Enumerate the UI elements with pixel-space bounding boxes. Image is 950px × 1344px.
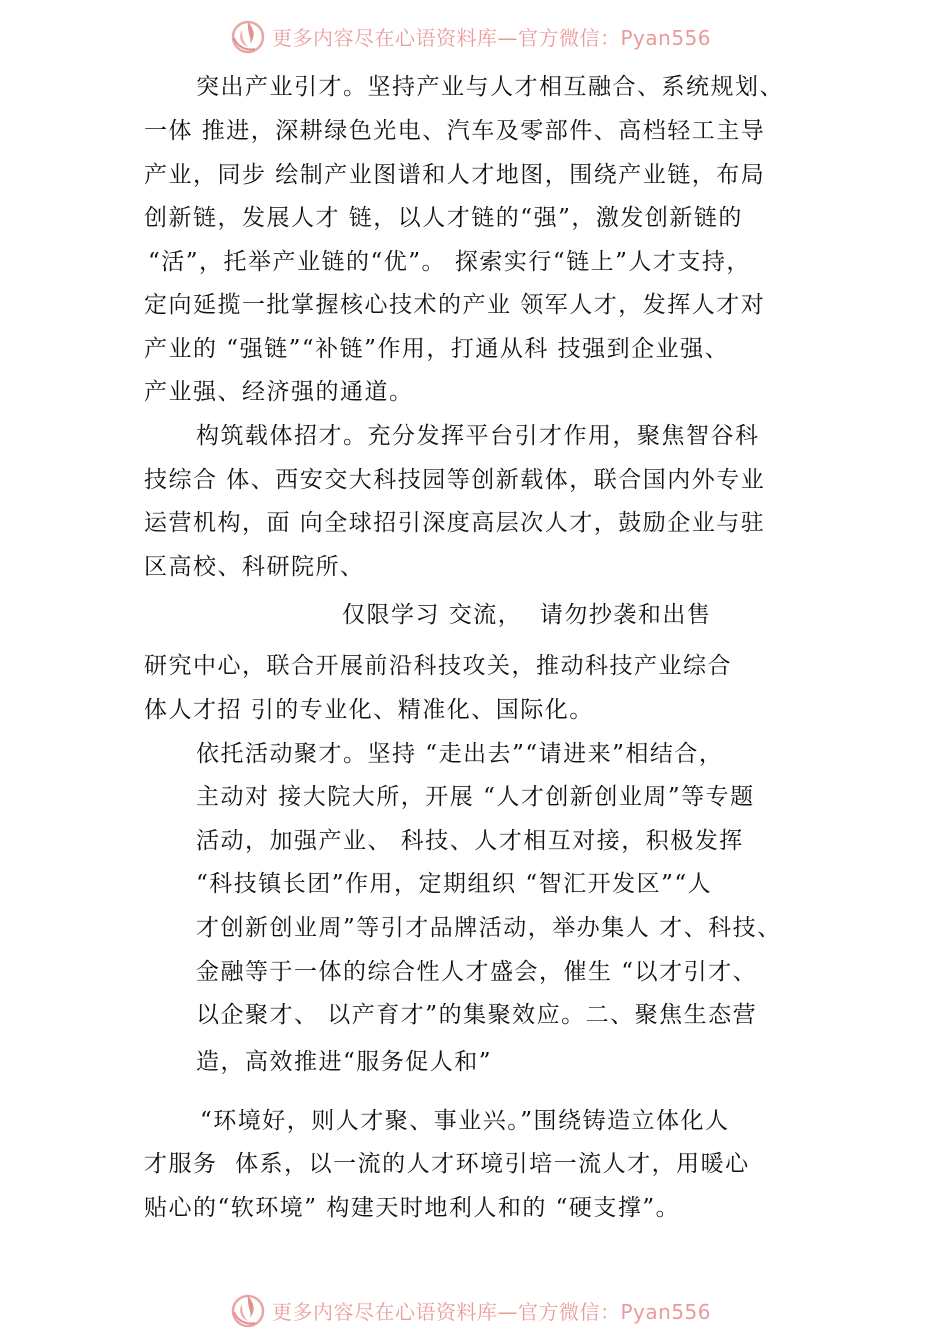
bottom-banner bbox=[228, 1290, 711, 1330]
paragraph-line: 技综合 体、西安交大科技园等创新载体，联合国内外专业 bbox=[144, 467, 766, 493]
paragraph-line: “科技镇长团”作用，定期组织 “智汇开发区”“人 bbox=[196, 871, 713, 897]
paragraph-line: 体人才招 引的专业化、精准化、国际化。 bbox=[144, 697, 594, 723]
paragraph-line: 以企聚才、 以产育才”的集聚效应。二、聚焦生态营 bbox=[196, 1002, 758, 1028]
paragraph-line: 产业的 “强链”“补链”作用，打通从科 技强到企业强、 bbox=[144, 336, 730, 362]
paragraph-line: 产业强、经济强的通道。 bbox=[144, 379, 414, 405]
paragraph-line: 才创新创业周”等引才品牌活动，举办集人 才、科技、 bbox=[196, 915, 782, 941]
paragraph-line: 突出产业引才。坚持产业与人才相互融合、系统规划、 bbox=[196, 74, 784, 100]
flame-circle-logo-icon bbox=[228, 16, 268, 56]
paragraph-line: 依托活动聚才。坚持 “走出去”“请进来”相结合， bbox=[196, 741, 724, 767]
notice-text: 仅限学习 交流， 请勿抄袭和出售 bbox=[342, 602, 712, 628]
paragraph-line: “活”，托举产业链的“优”。 探索实行“链上”人才支持， bbox=[148, 249, 751, 275]
paragraph-line: 产业，同步 绘制产业图谱和人才地图，围绕产业链，布局 bbox=[144, 162, 766, 188]
banner-text: 更多内容尽在心语资料库—官方微信：Pyan556 bbox=[272, 1299, 712, 1324]
paragraph-line: 区高校、科研院所、 bbox=[144, 554, 365, 580]
paragraph-line: 构筑载体招才。充分发挥平台引才作用，聚焦智谷科 bbox=[196, 423, 760, 449]
paragraph-line: 研究中心，联合开展前沿科技攻关，推动科技产业综合 bbox=[144, 653, 732, 679]
paragraph-line: 定向延揽一批掌握核心技术的产业 领军人才，发挥人才对 bbox=[144, 292, 766, 318]
paragraph-line: 运营机构，面 向全球招引深度高层次人才，鼓励企业与驻 bbox=[144, 510, 766, 536]
paragraph-line: 造，高效推进“服务促人和” bbox=[196, 1049, 493, 1075]
paragraph-line: 创新链，发展人才 链，以人才链的“强”，激发创新链的 bbox=[144, 205, 743, 231]
paragraph-line: “环境好，则人才聚、事业兴。”围绕铸造立体化人 bbox=[200, 1108, 730, 1134]
paragraph-line: 活动，加强产业、 科技、人才相互对接，积极发挥 bbox=[196, 828, 744, 854]
banner-text: 更多内容尽在心语资料库—官方微信：Pyan556 bbox=[272, 25, 712, 50]
top-banner bbox=[228, 16, 711, 56]
paragraph-line: 主动对 接大院大所，开展 “人才创新创业周”等专题 bbox=[196, 784, 755, 810]
paragraph-line: 才服务 体系，以一流的人才环境引培一流人才，用暖心 bbox=[144, 1151, 750, 1177]
flame-circle-logo-icon bbox=[228, 1290, 268, 1330]
paragraph-line: 金融等于一体的综合性人才盛会，催生 “以才引才、 bbox=[196, 959, 758, 985]
paragraph-line: 贴心的“软环境” 构建天时地利人和的 “硬支撑”。 bbox=[144, 1195, 681, 1221]
paragraph-line: 一体 推进，深耕绿色光电、汽车及零部件、高档轻工主导 bbox=[144, 118, 766, 144]
